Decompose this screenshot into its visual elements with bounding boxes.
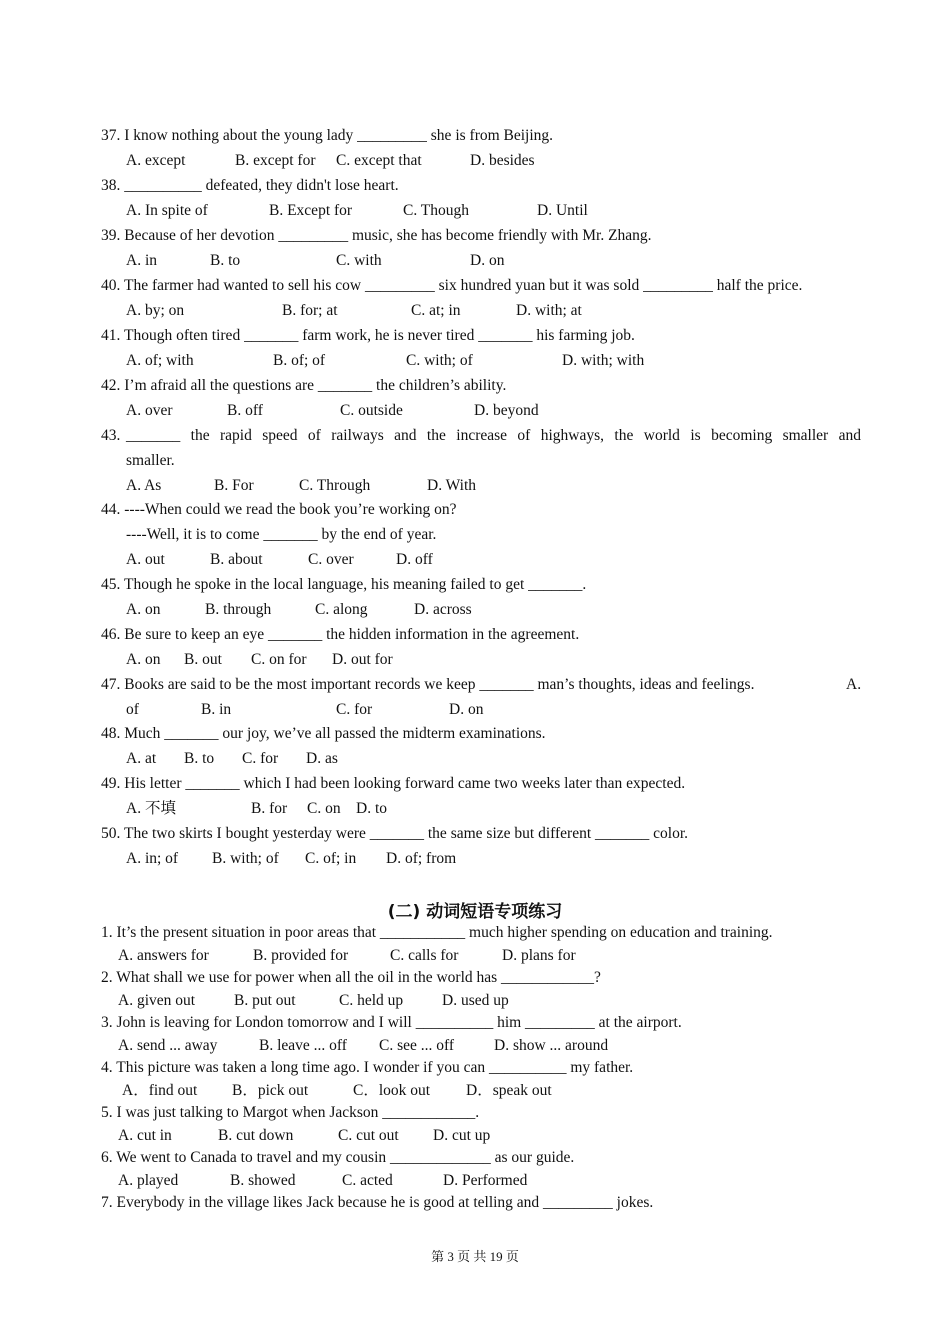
option: D. off (396, 551, 433, 568)
option: D. Until (537, 202, 588, 219)
option: C. along (315, 601, 368, 618)
option: D. used up (442, 992, 509, 1009)
option: A. cut in (118, 1127, 172, 1144)
option: A. on (126, 601, 161, 618)
option: C. cut out (338, 1127, 399, 1144)
option: B. leave ... off (259, 1037, 347, 1054)
option: C. see ... off (379, 1037, 455, 1054)
option: B. For (214, 477, 254, 494)
option: A. by; on (126, 302, 185, 319)
question-stem: 39. Because of her devotion _________ music, she has become friendly with Mr. Zhang. (101, 227, 652, 244)
option: A. at (126, 750, 157, 767)
option: D. With (427, 477, 477, 494)
option: B. off (227, 402, 263, 419)
option: B. through (205, 601, 272, 618)
option: D．speak out (466, 1082, 552, 1099)
question-stem: 46. Be sure to keep an eye _______ the hidden information in the agreement. (101, 626, 580, 643)
option: B. to (184, 750, 215, 767)
option: C．look out (353, 1082, 431, 1099)
option: D. out for (332, 651, 393, 668)
option: B. with; of (212, 850, 279, 867)
option: C. on (307, 800, 341, 817)
option: D. on (449, 701, 484, 718)
question-stem: 42. I’m afraid all the questions are _______ the children’s ability. (101, 377, 507, 394)
option: C. with (336, 252, 382, 269)
option: D. with; at (516, 302, 582, 319)
option: C. at; in (411, 302, 461, 319)
option: A. In spite of (126, 202, 208, 219)
option: B. except for (235, 152, 316, 169)
option: B. for; at (282, 302, 338, 319)
question-stem: 40. The farmer had wanted to sell his cow _________ six hundred yuan but it was sold _________ half the price. (101, 277, 803, 294)
option: D. beyond (474, 402, 539, 419)
option: B. of; of (273, 352, 326, 369)
option: C. with; of (406, 352, 473, 369)
option: A. in (126, 252, 157, 269)
option: D. across (414, 601, 472, 618)
question-stem: 2. What shall we use for power when all the oil in the world has ____________? (101, 969, 601, 986)
option: A. except (126, 152, 186, 169)
option: A. As (126, 477, 162, 494)
question-stem: 38. __________ defeated, they didn't lose heart. (101, 177, 399, 194)
option: B. in (201, 701, 232, 718)
question-stem: 3. John is leaving for London tomorrow and I will __________ him _________ at the airport. (101, 1014, 682, 1031)
question-stem: 45. Though he spoke in the local language, his meaning failed to get _______. (101, 576, 587, 593)
option: B. put out (234, 992, 296, 1009)
option: D. show ... around (494, 1037, 609, 1054)
option: D. plans for (502, 947, 576, 964)
option: A. given out (118, 992, 196, 1009)
option: A. of; with (126, 352, 194, 369)
question-stem: 49. His letter _______ which I had been looking forward came two weeks later than expected. (101, 775, 686, 792)
option: C. on for (251, 651, 307, 668)
option: C. over (308, 551, 354, 568)
question-stem: 7. Everybody in the village likes Jack because he is good at telling and _________ jokes. (101, 1194, 654, 1211)
option: A. over (126, 402, 173, 419)
option: D. of; from (386, 850, 457, 867)
question-stem: 6. We went to Canada to travel and my cousin _____________ as our guide. (101, 1149, 575, 1166)
question-stem: 1. It’s the present situation in poor areas that ___________ much higher spending on education and training. (101, 924, 773, 941)
option: A. out (126, 551, 165, 568)
option: D. besides (470, 152, 535, 169)
option: of (126, 701, 139, 718)
option: C. except that (336, 152, 422, 169)
question-stem: 47. Books are said to be the most important records we keep _______ man’s thoughts, ideas and feelings. (101, 676, 755, 693)
option: C. outside (340, 402, 403, 419)
option: B. out (184, 651, 222, 668)
option: D. with; with (562, 352, 645, 369)
option: A. played (118, 1172, 179, 1189)
question-stem: _______ the rapid speed of railways and the increase of highways, the world is becoming smaller and (126, 427, 861, 444)
option: A. in; of (126, 850, 179, 867)
option: A. send ... away (118, 1037, 218, 1054)
question-stem: 4. This picture was taken a long time ago. I wonder if you can __________ my father. (101, 1059, 634, 1076)
option: C. of; in (305, 850, 357, 867)
option: B. Except for (269, 202, 353, 219)
option: C. held up (339, 992, 404, 1009)
question-stem-continued: smaller. (126, 452, 175, 469)
option: C. Through (299, 477, 371, 494)
question-stem: 44. ----When could we read the book you’re working on? (101, 501, 457, 518)
option: D. cut up (433, 1127, 491, 1144)
question-stem: 50. The two skirts I bought yesterday were _______ the same size but different _______ color. (101, 825, 689, 842)
option: D. on (470, 252, 505, 269)
option: B. about (210, 551, 263, 568)
option: A. 不填 (126, 800, 176, 817)
question-stem: 5. I was just talking to Margot when Jackson ____________. (101, 1104, 480, 1121)
section-heading: (二) 动词短语专项练习 (387, 902, 563, 922)
option: D. Performed (443, 1172, 528, 1189)
option: B. for (251, 800, 288, 817)
option: B. showed (230, 1172, 296, 1189)
question-stem-continued: ----Well, it is to come _______ by the end of year. (126, 526, 437, 543)
page-footer: 第 3 页 共 19 页 (431, 1249, 519, 1264)
option: A. answers for (118, 947, 209, 964)
question-stem: 48. Much _______ our joy, we’ve all passed the midterm examinations. (101, 725, 546, 742)
option: B. provided for (253, 947, 349, 964)
question-stem: 41. Though often tired _______ farm work, he is never tired _______ his farming job. (101, 327, 635, 344)
option-letter: A. (846, 676, 862, 693)
option: B．pick out (232, 1082, 309, 1099)
question-number: 43. (101, 427, 121, 444)
option: C. Though (403, 202, 470, 219)
question-stem: 37. I know nothing about the young lady _________ she is from Beijing. (101, 127, 554, 144)
option: C. for (242, 750, 279, 767)
option: B. cut down (218, 1127, 294, 1144)
option: B. to (210, 252, 241, 269)
option: D. to (356, 800, 387, 817)
option: D. as (306, 750, 338, 767)
option: A．find out (122, 1082, 198, 1099)
option: C. acted (342, 1172, 393, 1189)
option: A. on (126, 651, 161, 668)
option: C. calls for (390, 947, 459, 964)
option: C. for (336, 701, 373, 718)
